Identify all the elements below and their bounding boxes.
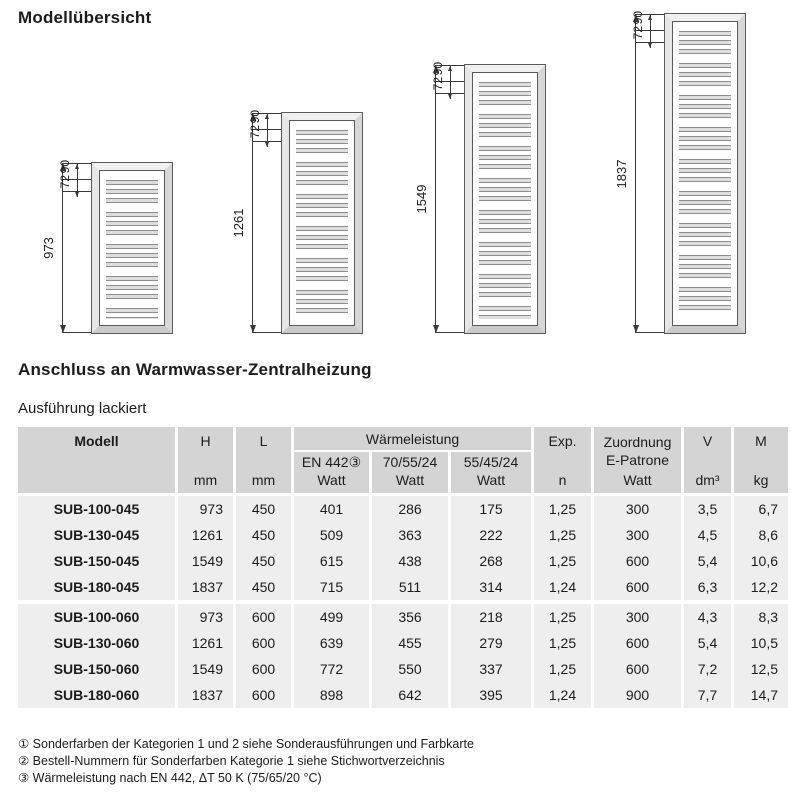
cell-mass: 10,5 (734, 630, 788, 656)
radiator-tube (296, 203, 348, 208)
small-dimension-line (77, 163, 78, 197)
header-cell-m (734, 427, 788, 493)
header-subcell-705524 (372, 452, 448, 493)
header-cell-exp (534, 427, 591, 493)
table-row (18, 656, 788, 682)
radiator-tube (106, 253, 158, 258)
cell-model: SUB-150-060 (18, 656, 175, 682)
cell-exponent: 1,25 (534, 656, 591, 682)
cell-height: 1261 (178, 522, 233, 548)
cell-exponent: 1,25 (534, 522, 591, 548)
cell-705524: 286 (372, 496, 448, 522)
radiator-tube (679, 296, 731, 301)
footnotes (18, 736, 474, 787)
height-dimension-line (252, 113, 253, 333)
cell-554524: 337 (451, 656, 531, 682)
radiator-tube (679, 40, 731, 45)
table-row (18, 522, 788, 548)
radiator-tube (679, 273, 731, 278)
radiator-tubes (479, 79, 531, 319)
radiator-diagram (41, 160, 172, 333)
cell-model: SUB-180-045 (18, 574, 175, 600)
footnote-1: ① Sonderfarben der Kategorien 1 und 2 siehe Sonderausführungen und Farbkarte (18, 737, 474, 751)
radiator-tube (106, 262, 158, 267)
subsection-title: Ausführung lackiert (18, 400, 147, 417)
header-unit: mm (193, 472, 218, 488)
radiator-tube (479, 315, 531, 319)
small-dimension-line (650, 14, 651, 48)
cell-en442: 715 (294, 574, 369, 600)
cell-mass: 14,7 (734, 682, 788, 708)
radiator-tube (296, 235, 348, 240)
cell-705524: 363 (372, 522, 448, 548)
height-dimension-label: 1837 (614, 159, 629, 188)
radiator-tube (106, 221, 158, 226)
cell-height: 973 (178, 604, 233, 630)
radiator-frame (465, 65, 545, 333)
radiator-tube (479, 146, 531, 151)
header-label: L (259, 433, 268, 449)
header-cell-h (178, 427, 233, 493)
cell-705524: 356 (372, 604, 448, 630)
radiator-tube (479, 196, 531, 201)
header-label: 70/55/24 (382, 454, 438, 470)
cell-epatrone: 600 (594, 630, 681, 656)
cell-mass: 10,6 (734, 548, 788, 574)
radiator-tube (479, 123, 531, 128)
radiator-tube (296, 171, 348, 176)
cell-mass: 8,6 (734, 522, 788, 548)
radiator-tube (106, 189, 158, 194)
cell-length: 450 (236, 548, 291, 574)
radiator-tube (679, 232, 731, 237)
radiator-tube (479, 155, 531, 160)
cell-epatrone: 300 (594, 496, 681, 522)
cell-height: 1837 (178, 682, 233, 708)
cell-exponent: 1,24 (534, 682, 591, 708)
cell-epatrone: 600 (594, 548, 681, 574)
radiator-tube (106, 308, 158, 313)
cell-length: 600 (236, 682, 291, 708)
cell-exponent: 1,25 (534, 548, 591, 574)
radiator-tube (296, 194, 348, 199)
footnote-2: ② Bestell-Nummern für Sonderfarben Kategorie 1 siehe Stichwortverzeichnis (18, 754, 445, 768)
header-cell-v (684, 427, 731, 493)
radiator-tube (679, 72, 731, 77)
header-label: Zuordnung (603, 434, 672, 450)
radiator-tube (479, 228, 531, 233)
radiator-tube (106, 180, 158, 185)
cell-554524: 314 (451, 574, 531, 600)
cell-volume: 3,5 (684, 496, 731, 522)
cell-epatrone: 300 (594, 604, 681, 630)
header-unit: dm³ (695, 472, 720, 488)
small-dimension-line (450, 65, 451, 99)
height-dimension-line (62, 163, 63, 333)
radiator-tube (679, 209, 731, 214)
radiator-tube (679, 177, 731, 182)
dim-tick (435, 332, 465, 333)
header-unit: Watt (395, 472, 425, 488)
radiator-tube (106, 244, 158, 249)
radiator-tube (679, 200, 731, 205)
table-row (18, 574, 788, 600)
radiator-tube (679, 113, 731, 118)
radiator-tube (679, 255, 731, 260)
header-group-waermeleistung (294, 427, 531, 493)
header-cell-zuordnung (594, 427, 681, 493)
dim-tick (62, 332, 92, 333)
cell-volume: 7,7 (684, 682, 731, 708)
cell-en442: 772 (294, 656, 369, 682)
header-group-label: Wärmeleistung (294, 427, 531, 452)
small-dimension-line (267, 113, 268, 147)
dim-label-90: 90 (58, 160, 72, 174)
radiator-tube (479, 91, 531, 96)
radiator-tube (296, 130, 348, 135)
cell-height: 1549 (178, 548, 233, 574)
table-row (18, 496, 788, 522)
height-dimension-label: 973 (41, 237, 56, 259)
radiator-tube (296, 139, 348, 144)
cell-554524: 175 (451, 496, 531, 522)
cell-exponent: 1,24 (534, 574, 591, 600)
cell-mass: 12,2 (734, 574, 788, 600)
cell-en442: 639 (294, 630, 369, 656)
cell-705524: 511 (372, 574, 448, 600)
dim-label-72: 72 (58, 175, 72, 189)
radiator-tube (679, 104, 731, 109)
radiator-tube (679, 159, 731, 164)
radiator-tube (106, 317, 158, 319)
cell-volume: 7,2 (684, 656, 731, 682)
height-dimension-line (435, 65, 436, 333)
cell-height: 1837 (178, 574, 233, 600)
radiator-tube (679, 49, 731, 54)
cell-mass: 12,5 (734, 656, 788, 682)
radiator-tube (479, 164, 531, 169)
cell-length: 450 (236, 522, 291, 548)
cell-length: 600 (236, 604, 291, 630)
radiator-tube (296, 162, 348, 167)
height-dimension-label: 1549 (414, 184, 429, 214)
radiator-tube (479, 283, 531, 288)
header-label: 55/45/24 (463, 454, 519, 470)
radiator-tube (296, 258, 348, 263)
cell-volume: 6,3 (684, 574, 731, 600)
header-label: H (200, 433, 211, 449)
radiator-tube (479, 82, 531, 87)
cell-model: SUB-180-060 (18, 682, 175, 708)
cell-mass: 6,7 (734, 496, 788, 522)
radiator-tube (679, 31, 731, 36)
radiator-tube (679, 136, 731, 141)
radiator-tubes (106, 177, 158, 319)
radiator-tube (296, 212, 348, 217)
radiator-tube (679, 127, 731, 132)
dim-tick (252, 332, 282, 333)
height-dimension-line (635, 14, 636, 333)
radiator-tube (679, 81, 731, 86)
radiator-tube (679, 305, 731, 310)
dim-label-90: 90 (431, 62, 445, 76)
radiator-tube (296, 299, 348, 304)
header-unit: Watt (317, 472, 346, 488)
cell-en442: 499 (294, 604, 369, 630)
spec-table (18, 427, 788, 708)
table-row (18, 548, 788, 574)
radiator-tube (479, 219, 531, 224)
radiator-tube (106, 212, 158, 217)
radiator-tube (679, 287, 731, 292)
dim-label-72: 72 (431, 77, 445, 91)
height-dimension-label: 1261 (231, 208, 246, 238)
cell-en442: 401 (294, 496, 369, 522)
cell-705524: 455 (372, 630, 448, 656)
radiator-tube (679, 223, 731, 228)
radiator-tube (479, 242, 531, 247)
radiator-tube (679, 168, 731, 173)
footnote-3: ③ Wärmeleistung nach EN 442, ΔT 50 K (75/65/20 °C) (18, 771, 322, 785)
table-body-group-060 (18, 604, 788, 708)
cell-en442: 509 (294, 522, 369, 548)
radiator-tube (679, 264, 731, 269)
radiator-tube (296, 267, 348, 272)
cell-epatrone: 300 (594, 522, 681, 548)
cell-model: SUB-130-060 (18, 630, 175, 656)
radiator-tube (679, 95, 731, 100)
cell-exponent: 1,25 (534, 630, 591, 656)
radiator-frame (665, 14, 745, 333)
radiator-tube (679, 241, 731, 246)
table-body (18, 496, 788, 708)
cell-height: 973 (178, 496, 233, 522)
cell-volume: 5,4 (684, 630, 731, 656)
radiator-tube (106, 276, 158, 281)
page-title: Modellübersicht (18, 8, 152, 27)
cell-volume: 4,3 (684, 604, 731, 630)
cell-length: 600 (236, 656, 291, 682)
radiator-tube (479, 260, 531, 265)
radiator-tube (106, 294, 158, 299)
section-heading: Anschluss an Warmwasser-Zentralheizung (18, 360, 372, 379)
cell-model: SUB-100-045 (18, 496, 175, 522)
header-unit: Watt (623, 472, 652, 488)
radiator-tube (479, 178, 531, 183)
cell-554524: 268 (451, 548, 531, 574)
radiator-tube (479, 306, 531, 311)
radiator-diagram (231, 110, 362, 333)
cell-705524: 438 (372, 548, 448, 574)
radiator-tube (296, 226, 348, 231)
radiator-tube (106, 230, 158, 235)
radiator-tube (679, 145, 731, 150)
cell-epatrone: 600 (594, 574, 681, 600)
cell-height: 1261 (178, 630, 233, 656)
cell-705524: 550 (372, 656, 448, 682)
dim-label-72: 72 (248, 125, 262, 139)
radiator-frame (282, 113, 362, 333)
header-subcell-554524 (451, 452, 531, 493)
cell-705524: 642 (372, 682, 448, 708)
table-header (18, 427, 788, 493)
table-row (18, 604, 788, 630)
radiator-tube (296, 244, 348, 249)
cell-model: SUB-150-045 (18, 548, 175, 574)
table-row (18, 682, 788, 708)
radiator-tube (296, 148, 348, 153)
radiator-tube (479, 274, 531, 279)
header-cell-l (236, 427, 291, 493)
cell-en442: 898 (294, 682, 369, 708)
cell-length: 450 (236, 574, 291, 600)
header-unit: n (558, 472, 567, 488)
cell-mass: 8,3 (734, 604, 788, 630)
cell-554524: 395 (451, 682, 531, 708)
header-subcell-en442 (294, 452, 369, 493)
cell-volume: 5,4 (684, 548, 731, 574)
radiator-tube (106, 198, 158, 203)
radiator-tube (479, 114, 531, 119)
radiator-tube (479, 132, 531, 137)
radiator-diagram (614, 11, 745, 333)
header-cell-modell (18, 427, 175, 493)
radiator-tube (296, 180, 348, 185)
dim-label-90: 90 (248, 110, 262, 124)
radiator-frame (92, 163, 172, 333)
header-label: V (702, 433, 713, 449)
cell-height: 1549 (178, 656, 233, 682)
header-unit: mm (251, 472, 276, 488)
cell-epatrone: 900 (594, 682, 681, 708)
header-label: E-Patrone (605, 452, 670, 468)
dim-tick (635, 332, 665, 333)
header-label: EN 442③ (301, 454, 362, 470)
table-body-group-045 (18, 496, 788, 600)
radiator-tube (296, 308, 348, 313)
cell-554524: 279 (451, 630, 531, 656)
header-unit: kg (753, 472, 769, 488)
radiator-tube (679, 63, 731, 68)
radiator-tube (479, 251, 531, 256)
cell-model: SUB-130-045 (18, 522, 175, 548)
header-label: Exp. (548, 433, 577, 449)
radiator-tubes (679, 28, 731, 319)
header-label: Modell (74, 433, 119, 449)
cell-en442: 615 (294, 548, 369, 574)
radiator-tube (296, 290, 348, 295)
radiator-tube (479, 187, 531, 192)
radiator-diagram (414, 62, 545, 333)
header-label: M (755, 433, 767, 449)
dim-label-72: 72 (631, 26, 645, 40)
cell-exponent: 1,25 (534, 496, 591, 522)
radiator-tube (679, 191, 731, 196)
cell-length: 450 (236, 496, 291, 522)
radiator-tube (479, 292, 531, 297)
dim-label-90: 90 (631, 11, 645, 25)
cell-volume: 4,5 (684, 522, 731, 548)
cell-554524: 218 (451, 604, 531, 630)
radiator-tube (296, 276, 348, 281)
radiator-tube (106, 285, 158, 290)
radiator-tube (479, 210, 531, 215)
table-row (18, 630, 788, 656)
radiator-tube (479, 100, 531, 105)
cell-epatrone: 600 (594, 656, 681, 682)
cell-length: 600 (236, 630, 291, 656)
cell-model: SUB-100-060 (18, 604, 175, 630)
cell-554524: 222 (451, 522, 531, 548)
cell-exponent: 1,25 (534, 604, 591, 630)
header-unit: Watt (476, 472, 506, 488)
radiator-tubes (296, 127, 348, 319)
